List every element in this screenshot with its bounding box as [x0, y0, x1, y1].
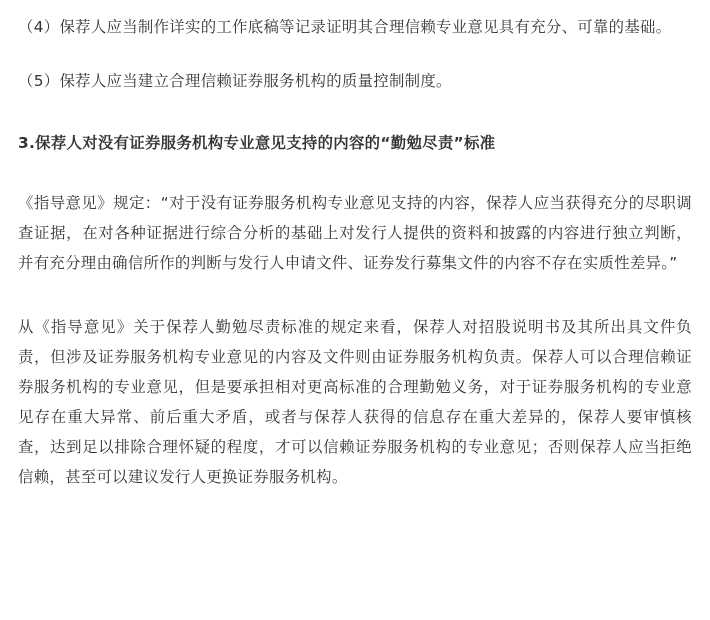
- paragraph-spacer: [18, 42, 692, 66]
- paragraph-spacer: [18, 278, 692, 312]
- paragraph-spacer: [18, 158, 692, 188]
- paragraph-guidance-quote: 《指导意见》规定：“对于没有证券服务机构专业意见支持的内容，保荐人应当获得充分的尽职调查证据，在对各种证据进行综合分析的基础上对发行人提供的资料和披露的内容进行独立判断，并有充分理由确信所作的判断与发行人申请文件、证券发行募集文件的内容不存在实质性差异。”: [18, 194, 692, 272]
- section-3-heading: 3.保荐人对没有证券服务机构专业意见支持的内容的“勤勉尽责”标准: [18, 134, 496, 152]
- article-body: [18, 12, 692, 492]
- paragraph-spacer: [18, 96, 692, 128]
- paragraph-item-5: （5）保荐人应当建立合理信赖证券服务机构的质量控制制度。: [18, 72, 452, 90]
- paragraph-analysis: 从《指导意见》关于保荐人勤勉尽责标准的规定来看，保荐人对招股说明书及其所出具文件负责，但涉及证券服务机构专业意见的内容及文件则由证券服务机构负责。保荐人可以合理信赖证券服务机构的专业意见，但是要承担相对更高标准的合理勤勉义务，对于证券服务机构的专业意见存在重大异常、前后重大矛盾，或者与保荐人获得的信息存在重大差异的，保荐人要审慎核查，达到足以排除合理怀疑的程度，才可以信赖证券服务机构的专业意见；否则保荐人应当拒绝信赖，甚至可以建议发行人更换证券服务机构。: [18, 318, 692, 486]
- paragraph-item-4: （4）保荐人应当制作详实的工作底稿等记录证明其合理信赖专业意见具有充分、可靠的基础。: [18, 18, 672, 36]
